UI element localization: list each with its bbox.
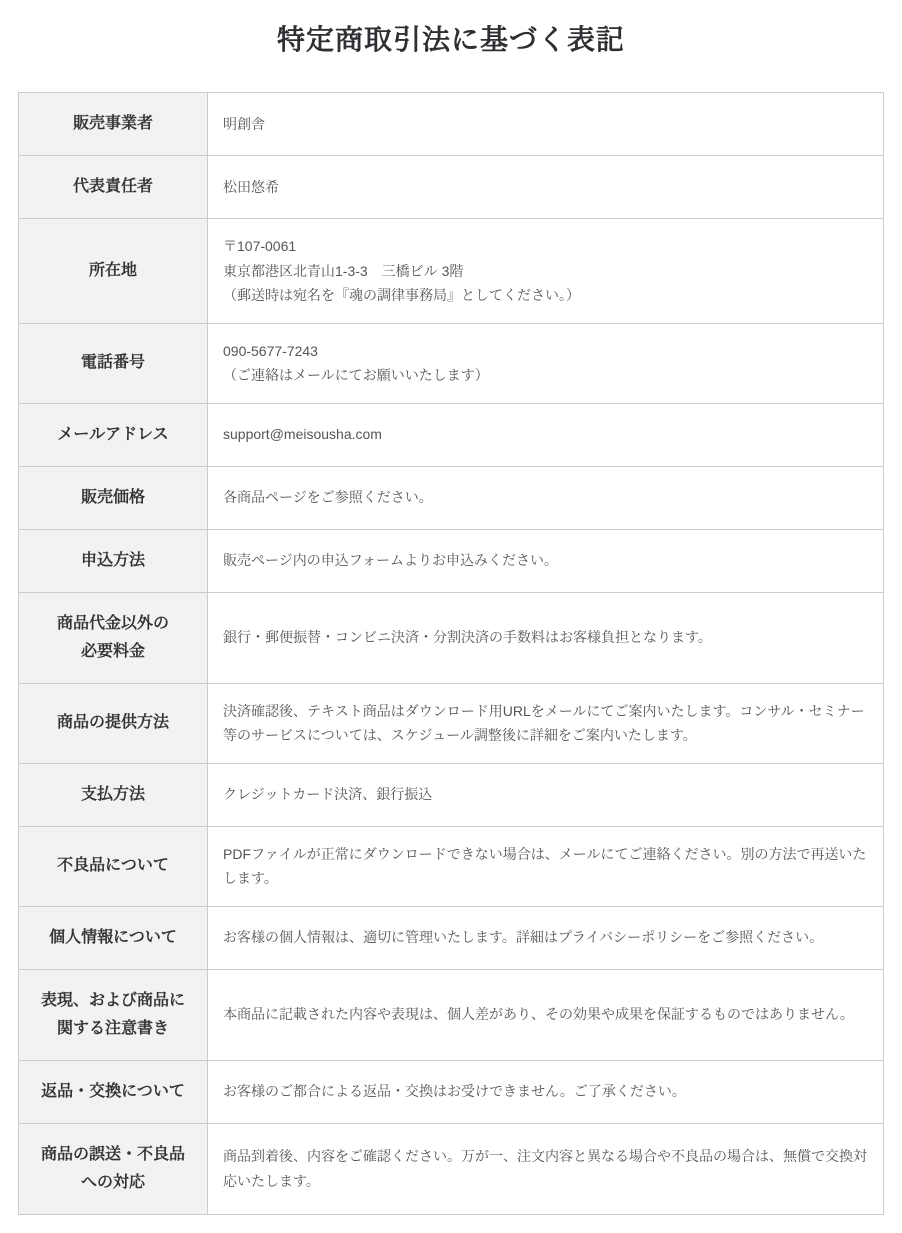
row-label [19, 969, 208, 1060]
row-label [19, 156, 208, 219]
row-label-line: 販売事業者 [72, 115, 153, 132]
table-row [19, 592, 884, 683]
row-label-line: メールアドレス [57, 425, 169, 443]
row-label-line: への対応 [80, 1173, 145, 1191]
table-row [19, 93, 884, 156]
row-value [208, 1123, 884, 1214]
row-label-line: 不良品について [57, 857, 169, 874]
row-value-line: （郵送時は宛名を『魂の調律事務局』としてください。） [223, 287, 580, 303]
table-row [19, 906, 884, 969]
row-value-line: 090-5677-7243 [223, 342, 318, 359]
row-label [19, 1060, 208, 1123]
table-row [19, 219, 884, 324]
row-value-line: 各商品ページをご参照ください。 [223, 489, 433, 506]
row-value [208, 763, 884, 826]
row-value-line: お客様の個人情報は、適切に管理いたします。詳細はプライバシーポリシーをご参照ください。 [223, 929, 824, 946]
row-value-line: 販売ページ内の申込フォームよりお申込みください。 [223, 552, 559, 569]
row-value-line: 銀行・郵便振替・コンビニ決済・分割決済の手数料はお客様負担となります。 [223, 629, 712, 646]
row-value-line: 東京都港区北青山1-3-3 三橋ビル 3階 [223, 262, 464, 279]
page-title: 特定商取引法に基づく表記 [276, 24, 625, 55]
row-label-line: 表現、および商品に [40, 991, 185, 1009]
row-label-line: 商品の提供方法 [56, 714, 169, 731]
row-value [208, 403, 884, 466]
row-value [208, 969, 884, 1060]
row-value-line: 松田悠希 [223, 178, 279, 195]
table-row [19, 683, 884, 763]
row-label-line: 電話番号 [80, 354, 145, 371]
row-label-line: 商品代金以外の [56, 614, 169, 632]
row-value [208, 93, 884, 156]
row-value-line: 明創舎 [223, 115, 265, 132]
row-label [19, 93, 208, 156]
row-label [19, 466, 208, 529]
row-value [208, 466, 884, 529]
row-label-line: 商品の誤送・不良品 [40, 1145, 185, 1163]
row-label [19, 763, 208, 826]
table-row [19, 529, 884, 592]
row-value-line: クレジットカード決済、銀行振込 [223, 786, 433, 803]
table-body [19, 93, 884, 1215]
row-value-line: 〒107-0061 [223, 238, 297, 254]
row-label-line: 代表責任者 [72, 178, 153, 195]
row-label [19, 323, 208, 403]
sctl-table [18, 92, 884, 1215]
table-row [19, 969, 884, 1060]
row-value [208, 323, 884, 403]
row-label [19, 826, 208, 906]
table-row [19, 763, 884, 826]
row-value [208, 592, 884, 683]
row-label-line: 申込方法 [80, 551, 145, 569]
table-row [19, 1123, 884, 1214]
table-row [19, 466, 884, 529]
row-value-line: support@meisousha.com [223, 426, 382, 443]
row-label [19, 529, 208, 592]
row-value [208, 683, 884, 763]
row-label [19, 683, 208, 763]
row-label-line: 関する注意書き [56, 1019, 169, 1037]
row-label [19, 403, 208, 466]
row-value-line: お客様のご都合による返品・交換はお受けできません。ご了承ください。 [223, 1083, 686, 1100]
row-value-line: 本商品に記載された内容や表現は、個人差があり、その効果や成果を保証するものではありません。 [223, 1006, 854, 1023]
row-value-line: 決済確認後、テキスト商品はダウンロード用URLをメールにてご案内いたします。コンサル・セミナー等のサービスについては、スケジュール調整後に詳細をご案内いたします。 [223, 702, 865, 743]
row-label-line: 個人情報について [49, 928, 177, 946]
row-value [208, 219, 884, 324]
row-value [208, 906, 884, 969]
row-label-line: 所在地 [88, 261, 137, 279]
table-row [19, 1060, 884, 1123]
table-row [19, 323, 884, 403]
row-label-line: 支払方法 [80, 785, 145, 803]
row-value [208, 826, 884, 906]
row-label-line: 必要料金 [80, 642, 145, 660]
table-row [19, 156, 884, 219]
row-label [19, 219, 208, 324]
table-row [19, 403, 884, 466]
row-label [19, 1123, 208, 1214]
row-value [208, 1060, 884, 1123]
row-value-line: 商品到着後、内容をご確認ください。万が一、注文内容と異なる場合や不良品の場合は、無償で交換対応いたします。 [223, 1148, 867, 1189]
row-label [19, 906, 208, 969]
table-row [19, 826, 884, 906]
row-label-line: 返品・交換について [41, 1082, 185, 1100]
row-label [19, 592, 208, 683]
row-value-line: PDFファイルが正常にダウンロードできない場合は、メールにてご連絡ください。別の方法で再送いたします。 [223, 845, 867, 886]
row-value-line: （ご連絡はメールにてお願いいたします） [223, 367, 489, 383]
row-value [208, 529, 884, 592]
row-value [208, 156, 884, 219]
row-label-line: 販売価格 [80, 488, 145, 506]
